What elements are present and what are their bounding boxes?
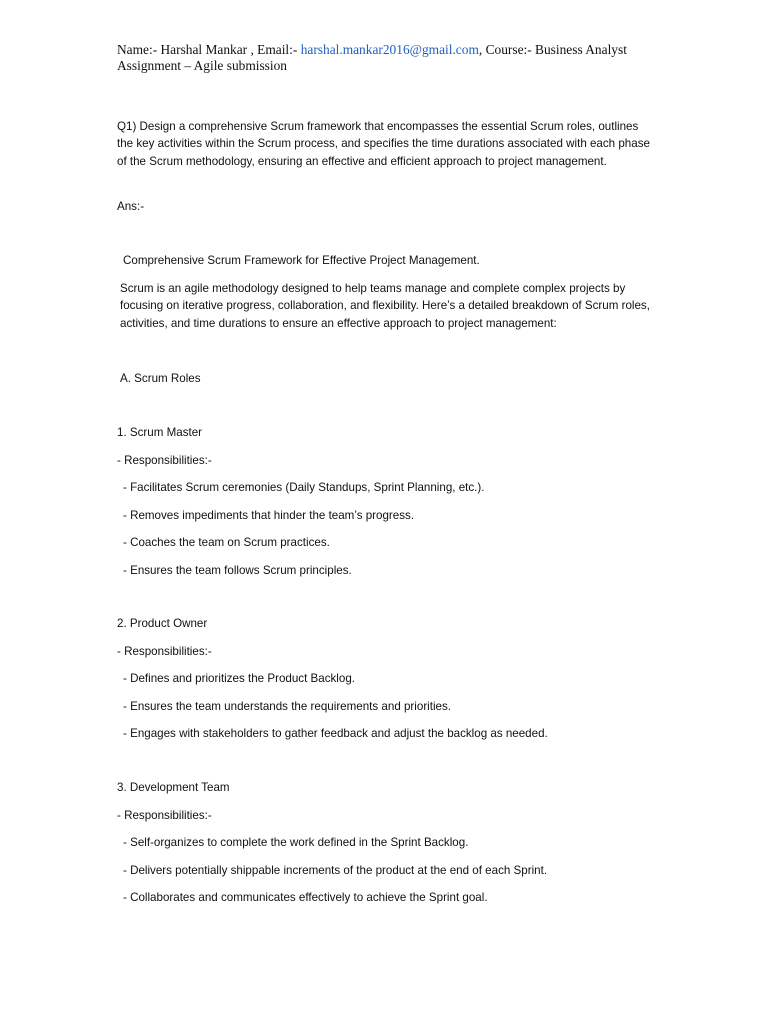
role-title-scrum-master: 1. Scrum Master [117, 426, 203, 439]
list-item: - Facilitates Scrum ceremonies (Daily Standups, Sprint Planning, etc.). [123, 481, 485, 494]
intro-paragraph: Scrum is an agile methodology designed to help teams manage and complete complex projects by focusing on iterative progress, collaboration, and flexibility. Here’s a detailed breakdown of Scrum roles, activities, and time durations to ensure an effective approach to project management: [120, 282, 650, 330]
list-item: - Removes impediments that hinder the team’s progress. [123, 509, 415, 522]
question-text: Q1) Design a comprehensive Scrum framework that encompasses the essential Scrum roles, outlines the key activities within the Scrum process, and specifies the time durations associated with each phase of the Scrum methodology, ensuring an effective and efficient approach to project management. [117, 120, 650, 168]
email-link[interactable]: harshal.mankar2016@gmail.com [300, 42, 479, 57]
list-item: - Ensures the team understands the requirements and priorities. [123, 700, 452, 713]
header-course: , Course:- Business Analyst [478, 42, 627, 57]
section-heading-roles: A. Scrum Roles [120, 372, 201, 385]
role-title-development-team: 3. Development Team [117, 781, 230, 794]
list-item: - Self-organizes to complete the work defined in the Sprint Backlog. [123, 836, 469, 849]
document-header [117, 42, 657, 74]
responsibilities-label: - Responsibilities:- [117, 645, 212, 658]
list-item: - Coaches the team on Scrum practices. [123, 536, 330, 549]
header-name: Name:- Harshal Mankar , Email:- [117, 42, 301, 57]
list-item: - Engages with stakeholders to gather feedback and adjust the backlog as needed. [123, 727, 548, 740]
responsibilities-label: - Responsibilities:- [117, 454, 212, 467]
header-assignment: Assignment – Agile submission [117, 58, 287, 73]
list-item: - Collaborates and communicates effectively to achieve the Sprint goal. [123, 891, 488, 904]
role-title-product-owner: 2. Product Owner [117, 617, 208, 630]
list-item: - Ensures the team follows Scrum principles. [123, 564, 352, 577]
list-item: - Delivers potentially shippable increments of the product at the end of each Sprint. [123, 864, 548, 877]
header-line-1 [117, 42, 657, 58]
responsibilities-label: - Responsibilities:- [117, 809, 212, 822]
framework-title: Comprehensive Scrum Framework for Effective Project Management. [123, 254, 480, 267]
list-item: - Defines and prioritizes the Product Backlog. [123, 672, 355, 685]
answer-label: Ans:- [117, 200, 145, 213]
